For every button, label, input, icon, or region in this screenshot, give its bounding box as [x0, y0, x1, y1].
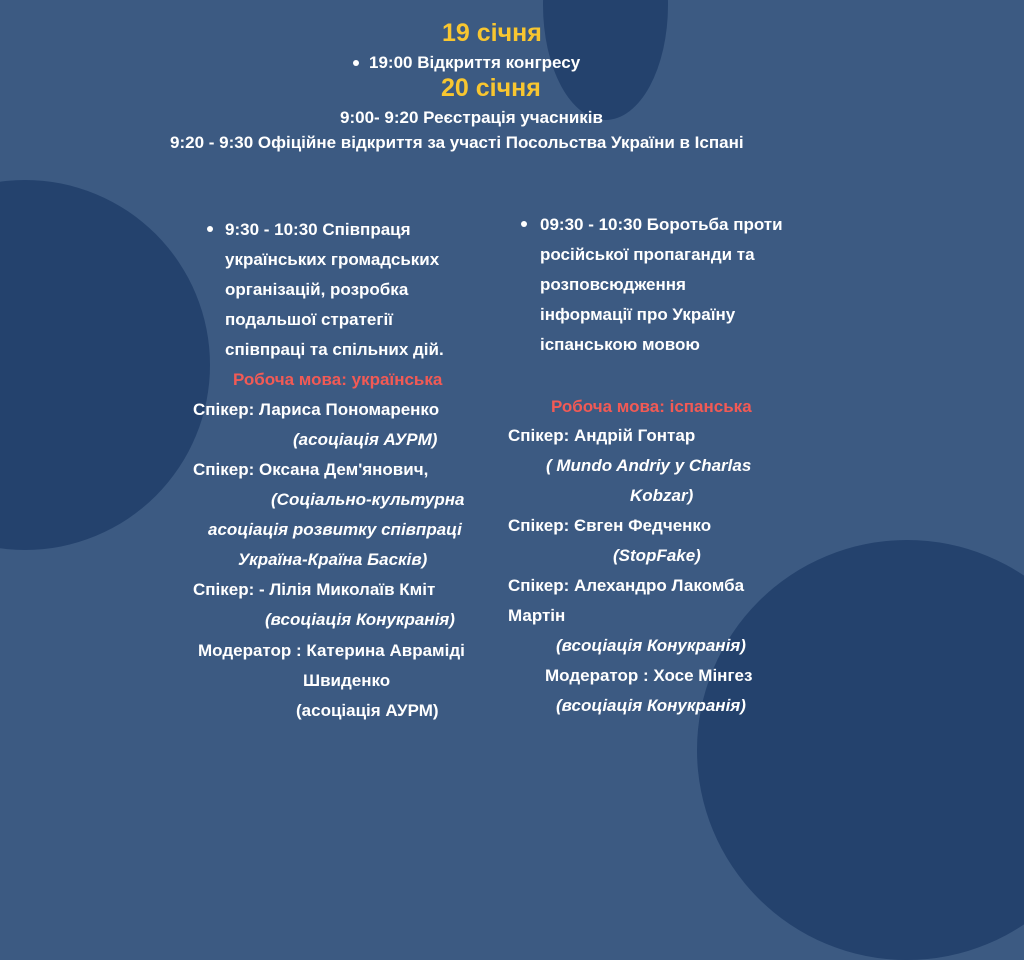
left-session-title-line: співпраці та спільних дій.	[225, 340, 444, 359]
right-speaker-3-line-2: Мартін	[508, 606, 566, 625]
left-speaker-1-org: (асоціація АУРМ)	[293, 430, 438, 449]
right-session-title-line: розповсюдження	[540, 275, 686, 294]
right-working-language: Робоча мова: іспанська	[551, 397, 752, 416]
left-session-title-line: подальшої стратегії	[225, 310, 393, 329]
official-opening: 9:20 - 9:30 Офіційне відкриття за участі Посольства України в Іспані	[170, 133, 744, 152]
left-speaker-2-org-line: асоціація розвитку співпраці	[208, 520, 462, 539]
right-speaker-1-org-line: Kobzar)	[630, 486, 694, 505]
decor-circle-bottom-right	[697, 540, 1024, 960]
left-speaker-2: Спікер: Оксана Дем'янович,	[193, 460, 429, 479]
right-moderator: Модератор : Хосе Мінгез	[545, 666, 753, 685]
right-session-title-line: інформації про Україну	[540, 305, 736, 324]
left-speaker-1: Спікер: Лариса Пономаренко	[193, 400, 440, 419]
date-20-january: 20 січня	[441, 74, 541, 102]
left-speaker-2-org-line: (Соціально-культурна	[271, 490, 465, 509]
left-speaker-2-org-line: Україна-Країна Басків)	[238, 550, 428, 569]
decor-circle-left	[0, 180, 210, 550]
right-speaker-3: Спікер: Алехандро Лакомба	[508, 576, 745, 595]
congress-opening: 19:00 Відкриття конгресу	[369, 53, 581, 72]
right-speaker-1-org-line: ( Mundo Andriy y Charlas	[546, 456, 752, 475]
left-session-title-line: 9:30 - 10:30 Співпраця	[225, 220, 411, 239]
date-19-january: 19 січня	[442, 19, 542, 47]
left-moderator-line-2: Швиденко	[303, 671, 391, 690]
left-working-language: Робоча мова: українська	[233, 370, 443, 389]
right-speaker-3-org: (всоціація Конукранія)	[556, 636, 746, 655]
right-speaker-2-org: (StopFake)	[613, 546, 701, 565]
registration: 9:00- 9:20 Реєстрація учасників	[340, 108, 603, 127]
left-speaker-3-org: (всоціація Конукранія)	[265, 610, 455, 629]
right-session-title-line: іспанською мовою	[540, 335, 700, 354]
left-session-title-line: українських громадських	[225, 250, 440, 269]
right-session-title-line: російської пропаганди та	[540, 245, 755, 264]
right-session-title-line: 09:30 - 10:30 Боротьба проти	[540, 215, 783, 234]
bullet	[207, 226, 213, 232]
left-speaker-3: Спікер: - Лілія Миколаїв Кміт	[193, 580, 436, 599]
right-speaker-2: Спікер: Євген Федченко	[508, 516, 712, 535]
left-moderator-org: (асоціація АУРМ)	[296, 701, 439, 720]
bullet	[353, 60, 359, 66]
right-speaker-1: Спікер: Андрій Гонтар	[508, 426, 696, 445]
left-moderator: Модератор : Катерина Авраміді	[198, 641, 465, 660]
bullet	[521, 221, 527, 227]
left-session-title-line: організацій, розробка	[225, 280, 409, 299]
right-moderator-org: (всоціація Конукранія)	[556, 696, 746, 715]
